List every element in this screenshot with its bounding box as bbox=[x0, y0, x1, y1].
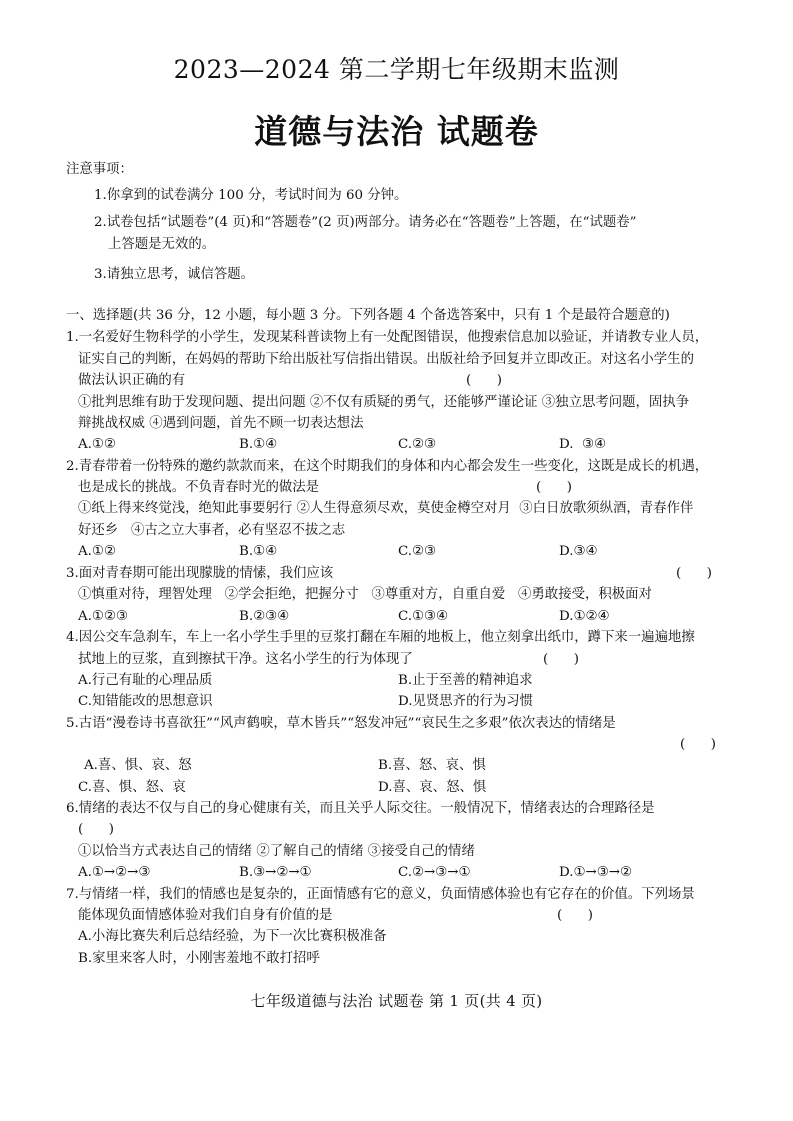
note-item: 2.试卷包括“试题卷”(4 页)和“答题卷”(2 页)两部分。请务必在“答题卷”上答题，在“试题卷” bbox=[94, 215, 637, 230]
section-heading: 一、选择题(共 36 分，12 小题，每小题 3 分。下列各题 4 个备选答案中，只有 1 个是最符合题意的) bbox=[66, 308, 670, 323]
question-4-line: 拭地上的豆浆，直到擦拭干净。这名小学生的行为体现了 bbox=[78, 652, 413, 667]
option-c: C.②→③→① bbox=[398, 865, 471, 880]
option-d: D.①→③→② bbox=[559, 865, 632, 880]
note-item: 3.请独立思考，诚信答题。 bbox=[94, 267, 255, 282]
question-6-line: 6.情绪的表达不仅与自己的身心健康有关，而且关乎人际交往。一般情况下，情绪表达的合理路径是 bbox=[66, 801, 655, 816]
option-a: A.①② bbox=[78, 544, 116, 559]
option-a: A.小海比赛失利后总结经验，为下一次比赛积极准备 bbox=[78, 929, 387, 944]
option-b: B.①④ bbox=[239, 544, 278, 559]
question-1-line: 做法认识正确的有 bbox=[78, 373, 186, 388]
option-c: C.②③ bbox=[398, 544, 437, 559]
exam-title: 2023—2024 第二学期七年级期末监测 bbox=[173, 55, 620, 84]
answer-parentheses: ( ) bbox=[676, 566, 712, 581]
option-b: B.②③④ bbox=[239, 609, 290, 624]
note-item: 上答题是无效的。 bbox=[108, 237, 216, 252]
option-c: C.①③④ bbox=[398, 609, 449, 624]
subject-title: 道德与法治 试题卷 bbox=[254, 112, 539, 151]
answer-parentheses: ( ) bbox=[543, 652, 579, 667]
option-a: A.①→②→③ bbox=[78, 865, 151, 880]
option-d: D.见贤思齐的行为习惯 bbox=[398, 694, 534, 709]
question-2-line: 也是成长的挑战。不负青春时光的做法是 bbox=[78, 480, 320, 495]
question-1-statements: 辩挑战权威 ④遇到问题，首先不顾一切表达想法 bbox=[78, 416, 364, 431]
note-item: 1.你拿到的试卷满分 100 分，考试时间为 60 分钟。 bbox=[94, 188, 408, 203]
option-b: B.家里来客人时，小刚害羞地不敢打招呼 bbox=[78, 951, 320, 966]
question-7-line: 能体现负面情感体验对我们自身有价值的是 bbox=[78, 908, 333, 923]
option-b: B.喜、怒、哀、惧 bbox=[378, 758, 486, 773]
question-6-statements: ①以恰当方式表达自己的情绪 ②了解自己的情绪 ③接受自己的情绪 bbox=[78, 844, 475, 859]
question-4-line: 4.因公交车急刹车，车上一名小学生手里的豆浆打翻在车厢的地板上，他立刻拿出纸巾，蹲下来一遍遍地擦 bbox=[66, 630, 695, 645]
question-5-line: 5.古语“漫卷诗书喜欲狂”“风声鹤唳，草木皆兵”“怒发冲冠”“哀民生之多艰”依次表达的情绪是 bbox=[66, 716, 616, 731]
option-a: A.①② bbox=[78, 437, 116, 452]
question-1-line: 1.一名爱好生物科学的小学生，发现某科普读物上有一处配图错误，他搜索信息加以验证，并请教专业人员， bbox=[66, 330, 709, 345]
option-c: C.喜、惧、怒、哀 bbox=[78, 780, 186, 795]
option-a: A.喜、惧、哀、怒 bbox=[84, 758, 192, 773]
question-7-line: 7.与情绪一样，我们的情感也是复杂的，正面情感有它的意义，负面情感体验也有它存在的价值。下列场景 bbox=[66, 887, 695, 902]
option-d: D.①②④ bbox=[559, 609, 610, 624]
question-2-line: 2.青春带着一份特殊的邀约款款而来，在这个时期我们的身体和内心都会发生一些变化，这既是成长的机遇， bbox=[66, 459, 709, 474]
answer-parentheses: ( ) bbox=[466, 373, 502, 388]
option-d: D.喜、哀、怒、惧 bbox=[378, 780, 487, 795]
question-3-statements: ①慎重对待，理智处理 ②学会拒绝，把握分寸 ③尊重对方，自重自爱 ④勇敢接受，积极面对 bbox=[78, 587, 652, 602]
option-b: B.①④ bbox=[239, 437, 278, 452]
option-b: B.③→②→① bbox=[239, 865, 312, 880]
question-2-statements: 好还乡 ④古之立大事者，必有坚忍不拔之志 bbox=[78, 523, 346, 538]
option-c: C.知错能改的思想意识 bbox=[78, 694, 213, 709]
option-d: D.③④ bbox=[559, 544, 598, 559]
option-a: A.①②③ bbox=[78, 609, 128, 624]
answer-parentheses: ( ) bbox=[536, 480, 572, 495]
option-c: C.②③ bbox=[398, 437, 437, 452]
option-a: A.行己有耻的心理品质 bbox=[78, 673, 213, 688]
question-1-statements: ①批判思维有助于发现问题、提出问题 ②不仅有质疑的勇气，还能够严谨论证 ③独立思考问题，固执争 bbox=[78, 395, 690, 410]
question-2-statements: ①纸上得来终觉浅，绝知此事要躬行 ②人生得意须尽欢，莫使金樽空对月 ③白日放歌须纵酒，青春作伴 bbox=[78, 501, 694, 516]
question-1-line: 证实自己的判断，在妈妈的帮助下给出版社写信指出错误。出版社给予回复并立即改正。对这名小学生的 bbox=[78, 352, 694, 367]
notes-heading: 注意事项： bbox=[66, 162, 133, 177]
option-b: B.止于至善的精神追求 bbox=[398, 673, 533, 688]
question-3-line: 3.面对青春期可能出现朦胧的情愫，我们应该 bbox=[66, 566, 334, 581]
answer-parentheses: ( ) bbox=[557, 908, 593, 923]
option-d: D. ③④ bbox=[559, 437, 607, 452]
page-footer: 七年级道德与法治 试题卷 第 1 页(共 4 页) bbox=[250, 992, 543, 1010]
answer-parentheses: ( ) bbox=[78, 822, 114, 837]
answer-parentheses: ( ) bbox=[680, 737, 716, 752]
